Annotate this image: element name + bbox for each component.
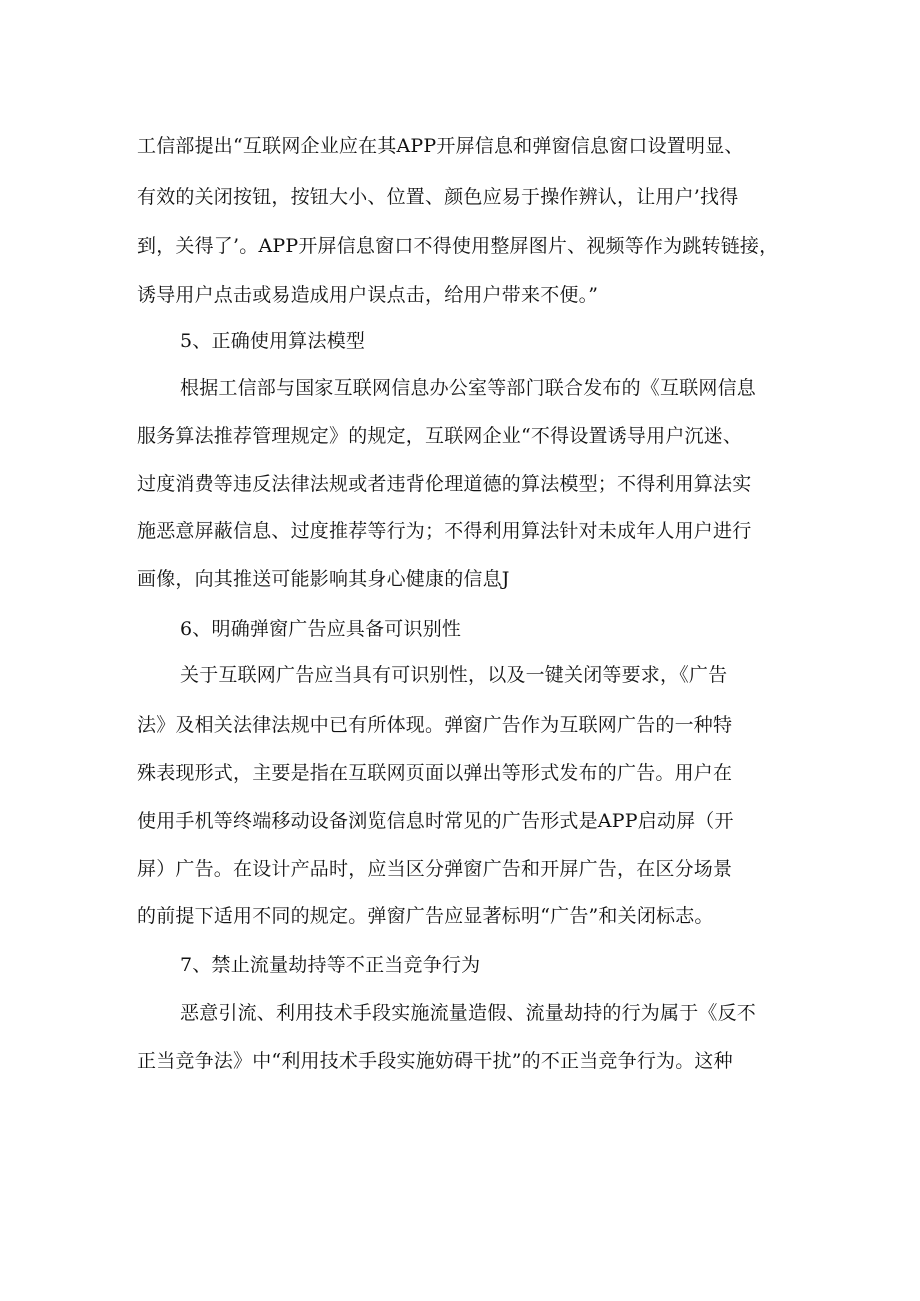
text-line: 施恶意屏蔽信息、过度推荐等行为；不得利用算法针对未成年人用户进行	[137, 520, 752, 542]
text-line: 恶意引流、利用技术手段实施流量造假、流量劫持的行为属于《反不	[180, 1002, 757, 1024]
text-line: 过度消费等违反法律法规或者违背伦理道德的算法模型；不得利用算法实	[137, 473, 752, 495]
text-line: 根据工信部与国家互联网信息办公室等部门联合发布的《互联网信息	[180, 377, 757, 399]
text-line: 殊表现形式，主要是指在互联网页面以弹出等形式发布的广告。用户在	[137, 762, 733, 784]
text-line: 正当竞争法》中“利用技术手段实施妨碍干扰”的不正当竞争行为。这种	[137, 1050, 733, 1072]
text-line: 诱导用户点击或易造成用户误点击，给用户带来不便。”	[137, 284, 599, 306]
section-heading: 6、明确弹窗广告应具备可识别性	[180, 618, 462, 640]
text-line: 工信部提出“互联网企业应在其APP开屏信息和弹窗信息窗口设置明显、	[137, 135, 744, 157]
text-line: 有效的关闭按钮，按钮大小、位置、颜色应易于操作辨认，让用户’找得	[137, 186, 739, 208]
text-line: 屏）广告。在设计产品时，应当区分弹窗广告和开屏广告，在区分场景	[137, 858, 733, 880]
text-line: 的前提下适用不同的规定。弹窗广告应显著标明“广告”和关闭标志。	[137, 905, 714, 927]
text-line: 使用手机等终端移动设备浏览信息时常见的广告形式是APP启动屏（开	[137, 810, 734, 832]
text-line: 服务算法推荐管理规定》的规定，互联网企业“不得设置诱导用户沉迷、	[137, 425, 743, 447]
text-line: 到，关得了’。APP开屏信息窗口不得使用整屏图片、视频等作为跳转链接，	[137, 235, 779, 257]
text-line: 法》及相关法律法规中已有所体现。弹窗广告作为互联网广告的一种特	[137, 714, 733, 736]
text-line: 画像，向其推送可能影响其身心健康的信息J	[137, 568, 510, 590]
section-heading: 7、禁止流量劫持等不正当竞争行为	[180, 954, 481, 976]
text-line: 关于互联网广告应当具有可识别性，以及一键关闭等要求，《广告	[180, 664, 728, 686]
section-heading: 5、正确使用算法模型	[180, 330, 366, 352]
